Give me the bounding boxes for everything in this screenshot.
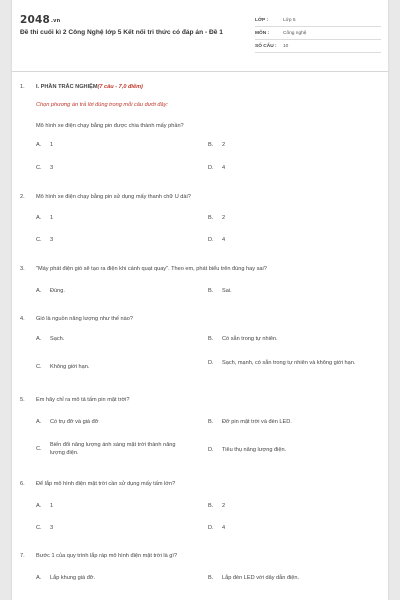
q5-option-d[interactable]: D. Tiêu thụ năng lượng điện.: [208, 447, 287, 453]
section-instruction: Chọn phương án trả lời đúng trong mỗi câu dưới đây:: [36, 102, 168, 108]
section-heading: 1. I. PHẦN TRẮC NGHIỆM(7 câu - 7,0 điểm) Chọn phương án trả lời đúng trong mỗi câu dưới đây:: [20, 83, 380, 108]
q3-option-b[interactable]: B. Sai.: [208, 288, 232, 294]
question-3: 3. "Máy phát điện gió sẽ tạo ra điện khi cánh quạt quay". Theo em, phát biểu trên đúng hay sai?: [20, 266, 267, 272]
q6-option-b[interactable]: B. 2: [208, 503, 226, 509]
question-1: Mô hình xe điện chạy bằng pin được chia thành mấy phần?: [36, 123, 184, 129]
q6-option-d[interactable]: D. 4: [208, 525, 226, 531]
q7-option-b[interactable]: B. Lắp đèn LED với dây dẫn điện.: [208, 575, 300, 581]
question-7: 7. Bước 1 của quy trình lắp ráp mô hình điện mặt trời là gì?: [20, 553, 178, 559]
q1-option-b[interactable]: B. 2: [208, 142, 226, 148]
q5-option-a[interactable]: A. Có trụ đỡ và giá đỡ: [36, 419, 99, 425]
document-header: [12, 0, 388, 60]
q4-option-c[interactable]: C. Không giới hạn.: [36, 364, 90, 370]
meta-info: [255, 14, 381, 53]
document-title: Đề thi cuối kì 2 Công Nghệ lớp 5 Kết nối tri thức có đáp án - Đề 1: [20, 29, 223, 36]
q2-option-d[interactable]: D. 4: [208, 237, 226, 243]
q5-option-b[interactable]: B. Đỡ pin mặt trời và đèn LED.: [208, 419, 292, 425]
meta-subject: MÔN : Công nghệ: [255, 27, 381, 40]
q2-option-a[interactable]: A. 1: [36, 215, 54, 221]
question-5: 5. Em hãy chỉ ra mô tả tấm pin mặt trời?: [20, 397, 130, 403]
question-4: 4. Gió là nguồn năng lượng như thế nào?: [20, 316, 134, 322]
meta-question-count: SỐ CÂU : 10: [255, 40, 381, 53]
q4-option-a[interactable]: A. Sạch.: [36, 336, 65, 342]
q6-option-a[interactable]: A. 1: [36, 503, 54, 509]
q4-option-d[interactable]: D. Sạch, mạnh, có sẵn trong tự nhiên và không giới hạn.: [208, 360, 356, 366]
q1-option-d[interactable]: D. 4: [208, 165, 226, 171]
question-6: 6. Để lắp mô hình điện mặt trời cần sử dụng mấy tấm lớn?: [20, 481, 176, 487]
document-page: [12, 0, 388, 600]
q1-option-a[interactable]: A. 1: [36, 142, 54, 148]
q3-option-a[interactable]: A. Đúng.: [36, 288, 65, 294]
q4-option-b[interactable]: B. Có sẵn trong tự nhiên.: [208, 336, 278, 342]
site-logo[interactable]: 2048.vn: [20, 14, 61, 26]
q5-option-c[interactable]: C. Biến đổi năng lượng ánh sáng mặt trời thành năng lượng điện.: [36, 442, 176, 456]
header-divider: [12, 71, 388, 72]
q7-option-a[interactable]: A. Lắp khung giá đỡ.: [36, 575, 96, 581]
q2-option-c[interactable]: C. 3: [36, 237, 54, 243]
q2-option-b[interactable]: B. 2: [208, 215, 226, 221]
q1-option-c[interactable]: C. 3: [36, 165, 54, 171]
question-2: 2. Mô hình xe điện chạy bằng pin sử dụng mấy thanh chữ U dài?: [20, 194, 191, 200]
meta-class: LỚP : Lớp 5: [255, 14, 381, 27]
q6-option-c[interactable]: C. 3: [36, 525, 54, 531]
